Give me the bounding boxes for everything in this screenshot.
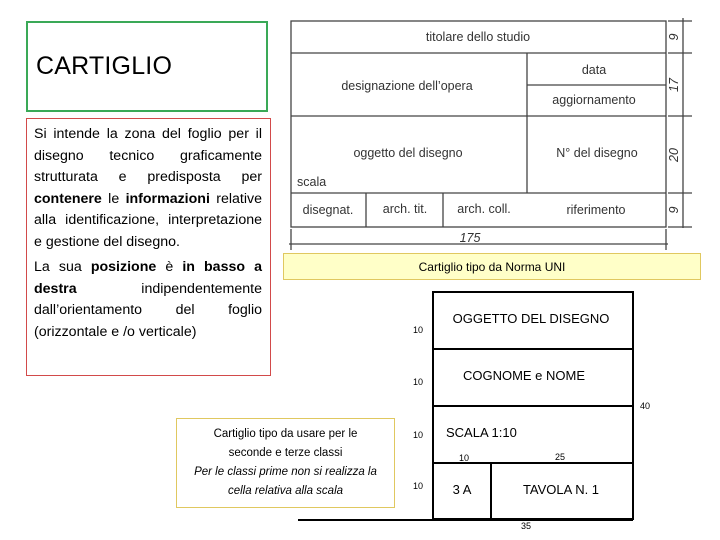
body-text: La sua [34, 259, 91, 275]
uni-cell-arch-tit: arch. tit. [382, 202, 428, 216]
school-dim-row3: 10 [412, 430, 424, 440]
school-cell-classe: 3 A [452, 482, 472, 497]
school-cell-tavola: TAVOLA N. 1 [522, 482, 600, 497]
uni-cell-scala: scala [297, 175, 327, 189]
uni-dim-row4: 9 [667, 206, 681, 214]
emphasis-text: posizione [90, 259, 157, 275]
uni-dim-row1: 9 [667, 33, 681, 41]
school-cell-nome: COGNOME e NOME [462, 368, 586, 383]
school-dim-total-height: 40 [639, 401, 651, 411]
school-dim-right-col: 25 [554, 452, 566, 462]
uni-cell-arch-coll: arch. coll. [457, 202, 511, 216]
uni-cell-data: data [581, 63, 607, 77]
school-caption-line-3: Per le classi prime non si realizza la [194, 466, 377, 478]
school-dim-row4: 10 [412, 481, 424, 491]
emphasis-text: informazioni [125, 190, 210, 207]
uni-dim-row3: 20 [667, 148, 681, 162]
emphasis-text: contenere [34, 190, 102, 207]
school-dim-total-width: 35 [520, 521, 532, 531]
emphasis-text: in basso a destra [34, 259, 262, 297]
school-caption-line-4: cella relativa alla scala [227, 485, 344, 497]
school-cell-oggetto: OGGETTO DEL DISEGNO [452, 311, 610, 326]
slide-title: CARTIGLIO [36, 52, 173, 80]
school-caption [176, 418, 395, 508]
body-text: le [101, 190, 126, 207]
school-dim-row2: 10 [412, 377, 424, 387]
body-text: è [156, 259, 183, 275]
uni-cell-riferimento: riferimento [566, 203, 626, 217]
uni-cell-oggetto: oggetto del disegno [353, 146, 463, 160]
uni-cell-numero: N° del disegno [556, 146, 638, 160]
school-dim-left-col: 10 [458, 453, 470, 463]
uni-cell-designazione: designazione dell’opera [341, 79, 473, 93]
school-caption-line-1: Cartiglio tipo da usare per le [213, 428, 358, 440]
uni-cell-disegnat: disegnat. [302, 203, 354, 217]
uni-caption-text: Cartiglio tipo da Norma UNI [418, 259, 566, 274]
school-dim-row1: 10 [412, 325, 424, 335]
body-text: indipendentemente dall’orientamento del foglio (orizzontale e /o verticale) [34, 280, 262, 340]
uni-dim-width: 175 [459, 231, 481, 245]
uni-dim-row2: 17 [667, 78, 681, 92]
uni-cell-studio: titolare dello studio [425, 30, 531, 44]
body-text: relative alla identificazione, interpretazione e gestione del disegno. [34, 190, 262, 250]
body-text: Si intende la zona del foglio per il disegno tecnico graficamente strutturata e predisposta per [34, 126, 262, 185]
uni-cell-aggiornamento: aggiornamento [552, 93, 636, 107]
school-caption-line-2: seconde e terze classi [228, 447, 343, 459]
school-cell-scala: SCALA 1:10 [446, 425, 517, 440]
